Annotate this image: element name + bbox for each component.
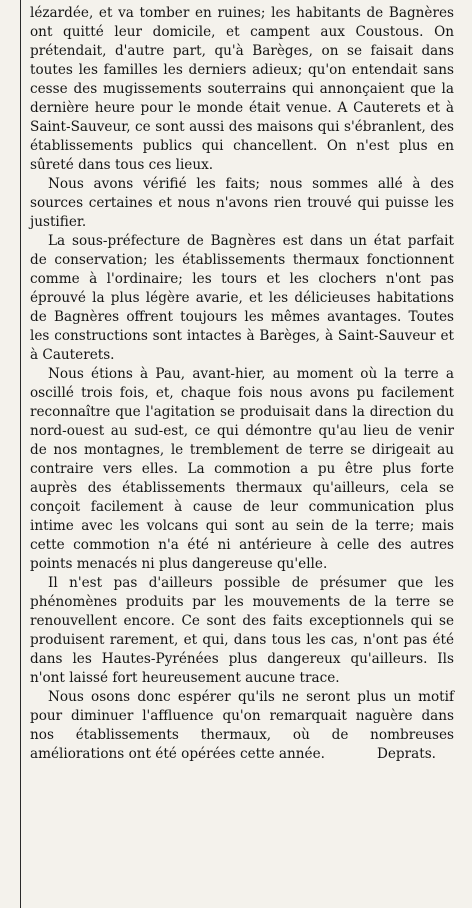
article-column [30, 4, 454, 764]
paragraph-3: La sous-préfecture de Bagnères est dans un état parfait de conservation; les établissements thermaux fonctionnent comme à l'ordinaire; les tours et les clochers n'ont pas éprouvé la plus légère avarie, et les délicieuses habitations de Bagnères offrent toujours les mêmes avantages. Toutes les constructions sont intactes à Barèges, à Saint-Sauveur et à Cauterets. [30, 233, 454, 363]
paragraph-2: Nous avons vérifié les faits; nous sommes allé à des sources certaines et nous n'avons rien trouvé qui puisse les justifier. [30, 176, 454, 230]
paragraph-5: Il n'est pas d'ailleurs possible de présumer que les phénomènes produits par les mouvements de la terre se renouvellent encore. Ce sont des faits exceptionnels qui se produisent rarement, et qui, dans tous les cas, n'ont pas été dans les Hautes-Pyrénées plus dangereux qu'ailleurs. Ils n'ont laissé fort heureusement aucune trace. [30, 575, 454, 686]
paragraph-4: Nous étions à Pau, avant-hier, au moment où la terre a oscillé trois fois, et, chaque fois nous avons pu facilement reconnaître que l'agitation se produisait dans la direction du nord-ouest au sud-est, ce qui démontre qu'au lieu de venir de nos montagnes, le tremblement de terre se dirigeait au contraire vers elles. La commotion a pu être plus forte auprès des établissements thermaux qu'ailleurs, cela se conçoit facilement à cause de leur communication plus intime avec les volcans qui sont au sein de la terre; mais cette commotion n'a été ni antérieure à celle des autres points menacés ni plus dangereuse qu'elle. [30, 366, 454, 572]
signature: Deprats. [376, 746, 436, 762]
column-rule [20, 0, 21, 908]
paragraph-6: Nous osons donc espérer qu'ils ne seront plus un motif pour diminuer l'affluence qu'on remarquait naguère dans nos établissements thermaux, où de nombreuses améliorations ont été opérées cette année. [30, 689, 454, 762]
paragraph-1: lézardée, et va tomber en ruines; les habitants de Bagnères ont quitté leur domicile, et campent aux Coustous. On prétendait, d'autre part, qu'à Barèges, on se faisait dans toutes les familles les derniers adieux; qu'on entendait sans cesse des mugissements souterrains qui annonçaient que la dernière heure pour le monde était venue. A Cauterets et à Saint-Sauveur, ce sont aussi des maisons qui s'ébranlent, des établissements publics qui chancellent. On n'est plus en sûreté dans tous ces lieux. [30, 5, 454, 173]
